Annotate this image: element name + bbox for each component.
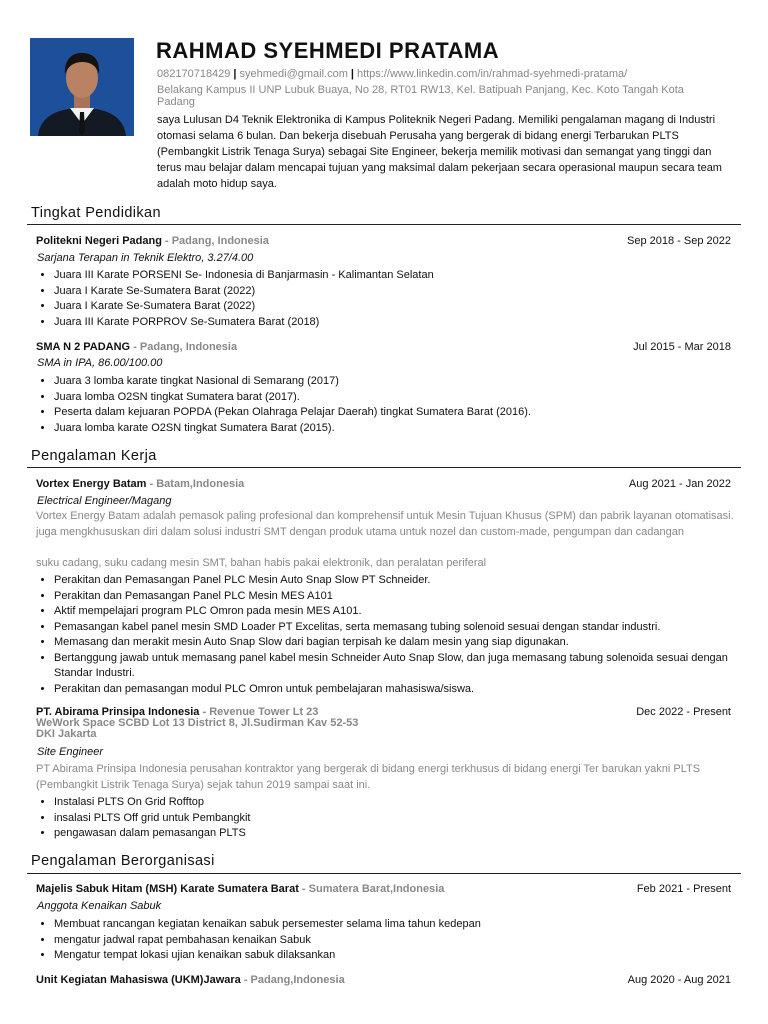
section-title-work: Pengalaman Kerja [31, 448, 157, 464]
address-line: WeWork Space SCBD Lot 13 District 8, Jl.Sudirman Kav 52-53 [36, 717, 359, 729]
institution-location: - Padang, Indonesia [161, 235, 269, 247]
list-item: • Juara I Karate Se-Sumatera Barat (2022) [54, 284, 744, 300]
phone-number[interactable]: 082170718429 [157, 68, 231, 80]
responsibility-list [36, 795, 744, 842]
list-item: • Juara III Karate PORSENI Se- Indonesia di Banjarmasin - Kalimantan Selatan [54, 268, 744, 284]
list-item: • Instalasi PLTS On Grid Rofftop [54, 795, 744, 811]
section-divider [27, 467, 741, 468]
entry-heading [36, 478, 244, 490]
entry-date: Sep 2018 - Sep 2022 [627, 235, 731, 247]
organization-name: Majelis Sabuk Hitam (MSH) Karate Sumatera Barat [36, 883, 299, 895]
position-title: Anggota Kenaikan Sabuk [37, 900, 162, 912]
linkedin-link[interactable]: https://www.linkedin.com/in/rahmad-syehmedi-pratama/ [356, 68, 628, 80]
separator: | [233, 68, 237, 80]
degree: SMA in IPA, 86.00/100.00 [37, 357, 163, 369]
entry-date: Feb 2021 - Present [636, 883, 731, 895]
job-title: Electrical Engineer/Magang [37, 495, 172, 507]
entry-heading [36, 974, 345, 986]
list-item: • Aktif mempelajari program PLC Omron pada mesin MES A101. [54, 604, 744, 620]
organization-name: Unit Kegiatan Mahasiswa (UKM)Jawara [36, 974, 241, 986]
candidate-name: RAHMAD SYEHMEDI PRATAMA [156, 38, 500, 63]
list-item: • Pemasangan kabel panel mesin SMD Loader PT Excelitas, serta memasang tubing solenoid sesuai dengan standar industri. [54, 620, 744, 636]
list-item: • Juara lomba O2SN tingkat Sumatera barat (2017). [54, 390, 744, 406]
achievement-list [36, 268, 744, 330]
list-item: • Juara I Karate Se-Sumatera Barat (2022) [54, 299, 744, 315]
separator: | [350, 68, 354, 80]
list-item: • Membuat rancangan kegiatan kenaikan sabuk persemester selama lima tahun kedepan [54, 917, 744, 933]
address-line: DKI Jakarta [36, 728, 97, 740]
company-name: PT. Abirama Prinsipa Indonesia [36, 706, 200, 718]
list-item: • Peserta dalam kejuaran POPDA (Pekan Olahraga Pelajar Daerah) tingkat Sumatera Barat (2016). [54, 405, 744, 421]
profile-photo [30, 38, 134, 136]
list-item: • Perakitan dan Pemasangan Panel PLC Mesin Auto Snap Slow PT Schneider. [54, 573, 744, 589]
list-item: • Juara III Karate PORPROV Se-Sumatera Barat (2018) [54, 315, 744, 331]
responsibility-list [36, 917, 744, 964]
profile-summary: saya Lulusan D4 Teknik Elektronika di Kampus Politeknik Negeri Padang. Memiliki pengalaman magang di Industri otomasi selama 6 bulan. Dan bekerja disebuah Perusaha yang bergerak di bidang energi Terbarukan PLTS (Pembangkit Listrik Tenaga Surya) sebagai Site Engineer, bekerja memilik motivasi dan semangat yang tinggi dan terus mau belajar dalam mencapai tujuan yang maksimal dalam pekerjaan secara operasional maupun secara team adalah moto hidup saya. [157, 114, 722, 190]
company-address [36, 718, 358, 740]
responsibility-list [36, 573, 744, 697]
entry-date: Jul 2015 - Mar 2018 [633, 341, 731, 353]
person-portrait-icon [30, 38, 134, 136]
entry-date: Aug 2020 - Aug 2021 [627, 974, 731, 986]
section-divider [27, 873, 741, 874]
list-item: • Juara 3 lomba karate tingkat Nasional di Semarang (2017) [54, 374, 744, 390]
list-item: • Bertanggung jawab untuk memasang panel kabel mesin Schneider Auto Snap Slow, dan juga memasang tabung solenoida sesuai dengan Standar Industri. [54, 651, 744, 682]
company-name: Vortex Energy Batam [36, 478, 147, 490]
list-item: • pengawasan dalam pemasangan PLTS [54, 826, 744, 842]
entry-heading [36, 341, 237, 353]
list-item: • Perakitan dan Pemasangan Panel PLC Mesin MES A101 [54, 589, 744, 605]
company-location: - Batam,Indonesia [146, 478, 245, 490]
institution-name: SMA N 2 PADANG [36, 341, 131, 353]
list-item: • Memasang dan merakit mesin Auto Snap Slow dari bagian terpisah ke dalam mesin yang siap digunakan. [54, 635, 744, 651]
organization-location: - Sumatera Barat,Indonesia [298, 883, 445, 895]
company-location: - Revenue Tower Lt 23 [199, 706, 319, 718]
achievement-list [36, 374, 744, 436]
entry-heading [36, 883, 444, 895]
list-item: • mengatur jadwal rapat pembahasan kenaikan Sabuk [54, 933, 744, 949]
list-item: • insalasi PLTS Off grid untuk Pembangkit [54, 811, 744, 827]
list-item: • Juara lomba karate O2SN tingkat Sumatera Barat (2015). [54, 421, 744, 437]
entry-heading [36, 235, 269, 247]
list-item: • Mengatur tempat lokasi ujian kenaikan sabuk dilaksankan [54, 948, 744, 964]
institution-name: Politekni Negeri Padang [36, 235, 162, 247]
contact-line [157, 68, 627, 80]
section-title-organization: Pengalaman Berorganisasi [31, 853, 215, 869]
list-item: • Perakitan dan pemasangan modul PLC Omron untuk pembelajaran mahasiswa/siswa. [54, 682, 744, 698]
section-title-education: Tingkat Pendidikan [31, 205, 161, 221]
company-description: suku cadang, suku cadang mesin SMT, bahan habis pakai elektronik, dan peralatan periferal [36, 557, 487, 569]
company-description: Vortex Energy Batam adalah pemasok paling profesional dan komprehensif untuk Mesin Tujuan Khusus (SPM) dan pabrik layanan otomatisasi. juga mengkhususkan diri dalam solusi industri SMT dengan produk utama untuk nozel dan custom-made, pengumpan dan cadangan [36, 510, 734, 538]
entry-date: Dec 2022 - Present [636, 706, 731, 718]
job-title: Site Engineer [37, 746, 104, 758]
section-divider [27, 224, 741, 225]
institution-location: - Padang, Indonesia [130, 341, 238, 353]
home-address: Belakang Kampus II UNP Lubuk Buaya, No 28, RT01 RW13, Kel. Batipuah Panjang, Kec. Koto Tangah Kota Padang [157, 84, 684, 108]
email-link[interactable]: syehmedi@gmail.com [239, 68, 348, 80]
degree: Sarjana Terapan in Teknik Elektro, 3.27/4.00 [37, 252, 254, 264]
company-description: PT Abirama Prinsipa Indonesia perusahan kontraktor yang bergerak di bidang energi terkhusus di bidang energi Ter barukan yakni PLTS (Pembangkit Listrik Tenaga Surya) sejak tahun 2019 sampai saat ini. [36, 763, 701, 791]
entry-date: Aug 2021 - Jan 2022 [628, 478, 731, 490]
organization-location: - Padang,Indonesia [240, 974, 345, 986]
